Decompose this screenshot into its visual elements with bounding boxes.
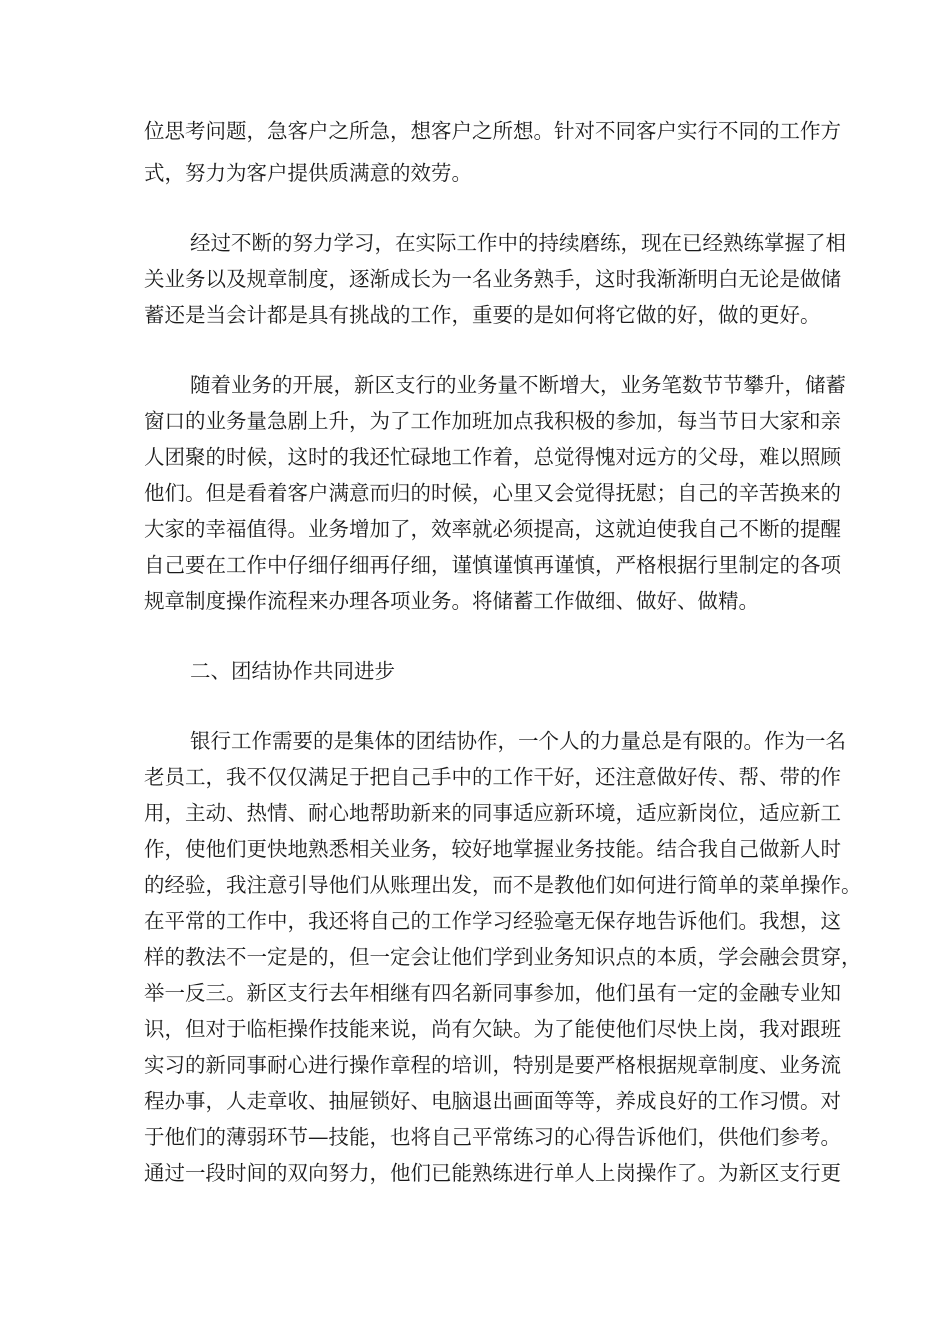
paragraph-line: 关业务以及规章制度，逐渐成长为一名业务熟手，这时我渐渐明白无论是做储 [144, 267, 841, 291]
paragraph-line: 大家的幸福值得。业务增加了，效率就必须提高，这就迫使我自己不断的提醒 [144, 517, 841, 541]
paragraph-line: 银行工作需要的是集体的团结协作，一个人的力量总是有限的。作为一名 [190, 729, 846, 753]
paragraph-line: 实习的新同事耐心进行操作章程的培训，特别是要严格根据规章制度、业务流 [144, 1053, 841, 1077]
paragraph-line: 式，努力为客户提供质满意的效劳。 [144, 161, 472, 185]
paragraph-line: 经过不断的努力学习，在实际工作中的持续磨练，现在已经熟练掌握了相 [190, 231, 846, 255]
paragraph-line: 他们。但是看着客户满意而归的时候，心里又会觉得抚慰；自己的辛苦换来的 [144, 481, 841, 505]
paragraph-line: 蓄还是当会计都是具有挑战的工作，重要的是如何将它做的好，做的更好。 [144, 303, 821, 327]
paragraph-line: 用，主动、热情、耐心地帮助新来的同事适应新环境，适应新岗位，适应新工 [144, 801, 841, 825]
paragraph-line: 举一反三。新区支行去年相继有四名新同事参加，他们虽有一定的金融专业知 [144, 981, 841, 1005]
paragraph-line: 在平常的工作中，我还将自己的工作学习经验毫无保存地告诉他们。我想，这 [144, 909, 841, 933]
paragraph-line: 规章制度操作流程来办理各项业务。将储蓄工作做细、做好、做精。 [144, 589, 759, 613]
paragraph-line: 程办事，人走章收、抽屉锁好、电脑退出画面等等，养成良好的工作习惯。对 [144, 1089, 841, 1113]
paragraph-line: 作，使他们更快地熟悉相关业务，较好地掌握业务技能。结合我自己做新人时 [144, 837, 841, 861]
paragraph-line: 通过一段时间的双向努力，他们已能熟练进行单人上岗操作了。为新区支行更 [144, 1161, 841, 1185]
section-heading: 二、团结协作共同进步 [190, 659, 395, 683]
paragraph-line: 自己要在工作中仔细仔细再仔细，谨慎谨慎再谨慎，严格根据行里制定的各项 [144, 553, 841, 577]
paragraph-line: 样的教法不一定是的，但一定会让他们学到业务知识点的本质，学会融会贯穿， [144, 945, 862, 969]
paragraph-line: 随着业务的开展，新区支行的业务量不断增大，业务笔数节节攀升，储蓄 [190, 373, 846, 397]
paragraph-line: 人团聚的时候，这时的我还忙碌地工作着，总觉得愧对远方的父母，难以照顾 [144, 445, 841, 469]
paragraph-line: 位思考问题，急客户之所急，想客户之所想。针对不同客户实行不同的工作方 [144, 119, 841, 143]
paragraph-line: 于他们的薄弱环节—技能，也将自己平常练习的心得告诉他们，供他们参考。 [144, 1125, 841, 1149]
paragraph-line: 窗口的业务量急剧上升，为了工作加班加点我积极的参加，每当节日大家和亲 [144, 409, 841, 433]
paragraph-line: 识，但对于临柜操作技能来说，尚有欠缺。为了能使他们尽快上岗，我对跟班 [144, 1017, 841, 1041]
paragraph-line: 老员工，我不仅仅满足于把自己手中的工作干好，还注意做好传、帮、带的作 [144, 765, 841, 789]
paragraph-line: 的经验，我注意引导他们从账理出发，而不是教他们如何进行简单的菜单操作。 [144, 873, 862, 897]
